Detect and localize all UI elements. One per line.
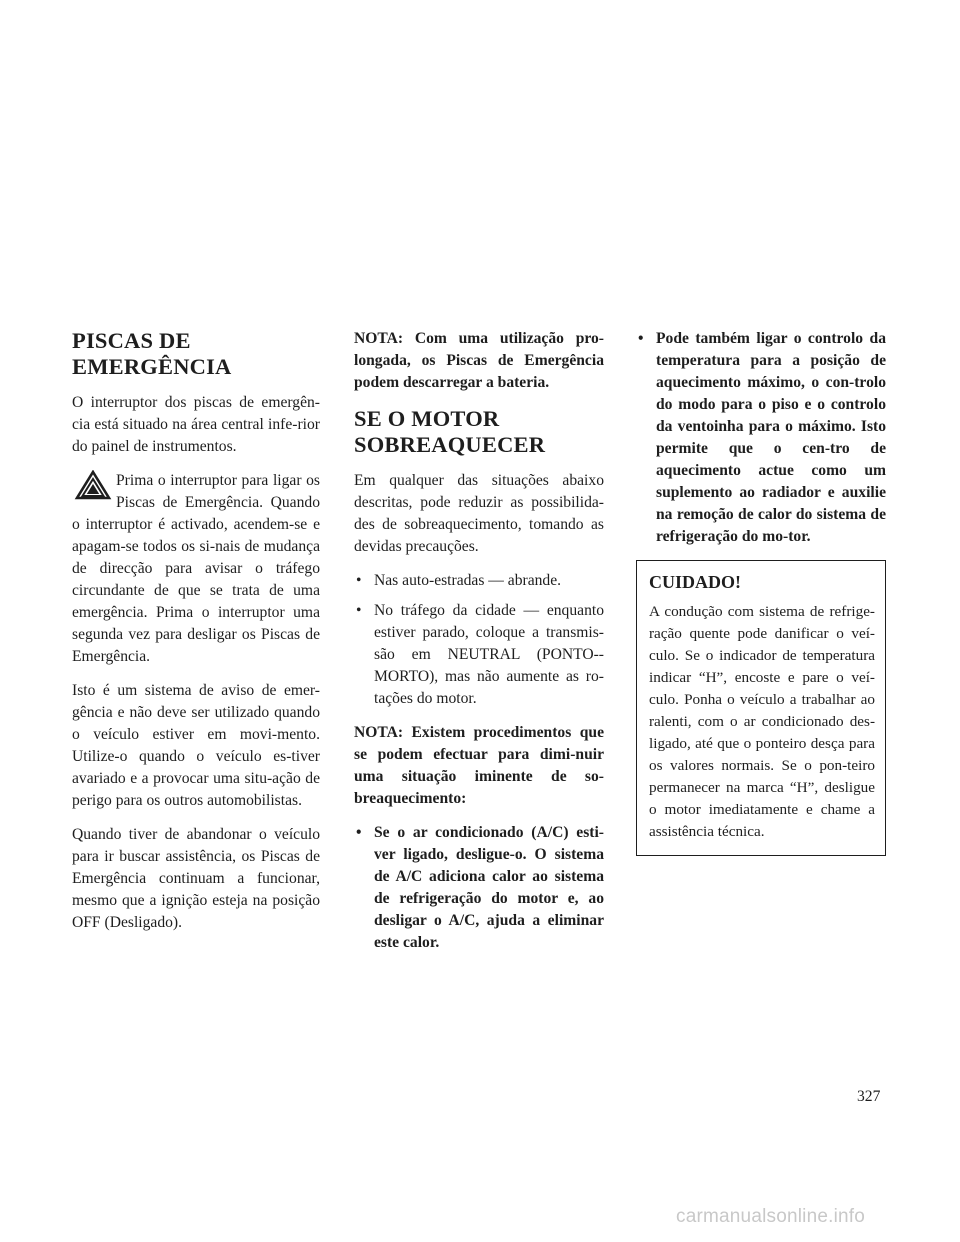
bullet-list-precautions — [354, 570, 604, 710]
caution-text: A condução com sistema de refrige-ração quente pode danificar o veí-culo. Se o indicador de temperatura indicar “H”, encoste e pare o veí-culo. Ponha o veículo a trabalhar ao ralenti, com o ar condicionado des-ligado, até que o ponteiro desça para os valores normais. Se o pon-teiro permanecer na marca “H”, desligue o motor imediatamente e chame a assistência técnica. — [649, 603, 875, 840]
note-procedures: NOTA: Existem procedimentos que se podem efectuar para dimi-nuir uma situação iminente de so-breaquecimento: — [354, 724, 604, 807]
note-battery-drain: NOTA: Com uma utilização pro-longada, os Piscas de Emergência podem descarregar a bateria. — [354, 330, 604, 391]
list-item: • Pode também ligar o controlo da temperatura para a posição de aquecimento máximo, o con-trolo do modo para o piso e o controlo da ventoinha para o máximo. Isto permite que o cen-tro de aquecimento actue como um suplemento ao radiador e auxilie na remoção de calor do sistema de refrigeração do mo-tor. — [636, 328, 886, 548]
bold-bullet-list — [636, 328, 886, 548]
hazard-triangle-icon — [74, 470, 112, 500]
bold-bullet-list — [354, 822, 604, 954]
paragraph-leave-vehicle: Quando tiver de abandonar o veículo para ir buscar assistência, os Piscas de Emergência continuam a funcionar, mesmo que a ignição esteja na posição OFF (Desligado). — [72, 826, 320, 931]
page-number: 327 — [857, 1088, 881, 1105]
list-item: • Se o ar condicionado (A/C) esti-ver ligado, desligue-o. O sistema de A/C adiciona calor ao sistema de refrigeração do motor e, ao desligar o A/C, ajuda a eliminar este calor. — [354, 822, 604, 954]
column-right — [636, 328, 886, 856]
column-left — [72, 328, 320, 946]
caution-box — [636, 560, 886, 856]
watermark: carmanualsonline.info — [676, 1206, 866, 1227]
paragraph-overheat-intro: Em qualquer das situações abaixo descritas, pode reduzir as possibilida-des de sobreaquecimento, tomando as devidas precauções. — [354, 472, 604, 555]
list-item: • Nas auto-estradas — abrande. — [354, 570, 604, 592]
paragraph-with-hazard-icon — [72, 470, 320, 668]
paragraph-press-switch: Prima o interruptor para ligar os Piscas de Emergência. Quando o interruptor é activado, acendem-se e apagam-se todos os si-nais de mudança de direcção para avisar o tráfego circundante de que se trata de uma emergência. Prima o interruptor uma segunda vez para desligar os Piscas de Emergência. — [72, 472, 320, 665]
paragraph-warning-system: Isto é um sistema de aviso de emer-gência e não deve ser utilizado quando o veículo estiver em movi-mento. Utilize-o quando o veículo es-tiver avariado e a provocar uma situ-ação de perigo para os outros automobilistas. — [72, 682, 320, 809]
list-item: • No tráfego da cidade — enquanto estiver parado, coloque a transmis-são em NEUTRAL (PONTO--MORTO), mas não aumente as ro-tações do motor. — [354, 600, 604, 710]
caution-title: CUIDADO! — [649, 572, 741, 592]
section-heading-hazard-flashers: PISCAS DE EMERGÊNCIA — [72, 328, 232, 379]
section-heading-engine-overheat: SE O MOTOR SOBREAQUECER — [354, 406, 546, 457]
paragraph-switch-location: O interruptor dos piscas de emergên-cia está situado na área central infe-rior do painel de instrumentos. — [72, 394, 320, 455]
column-middle — [354, 328, 604, 966]
